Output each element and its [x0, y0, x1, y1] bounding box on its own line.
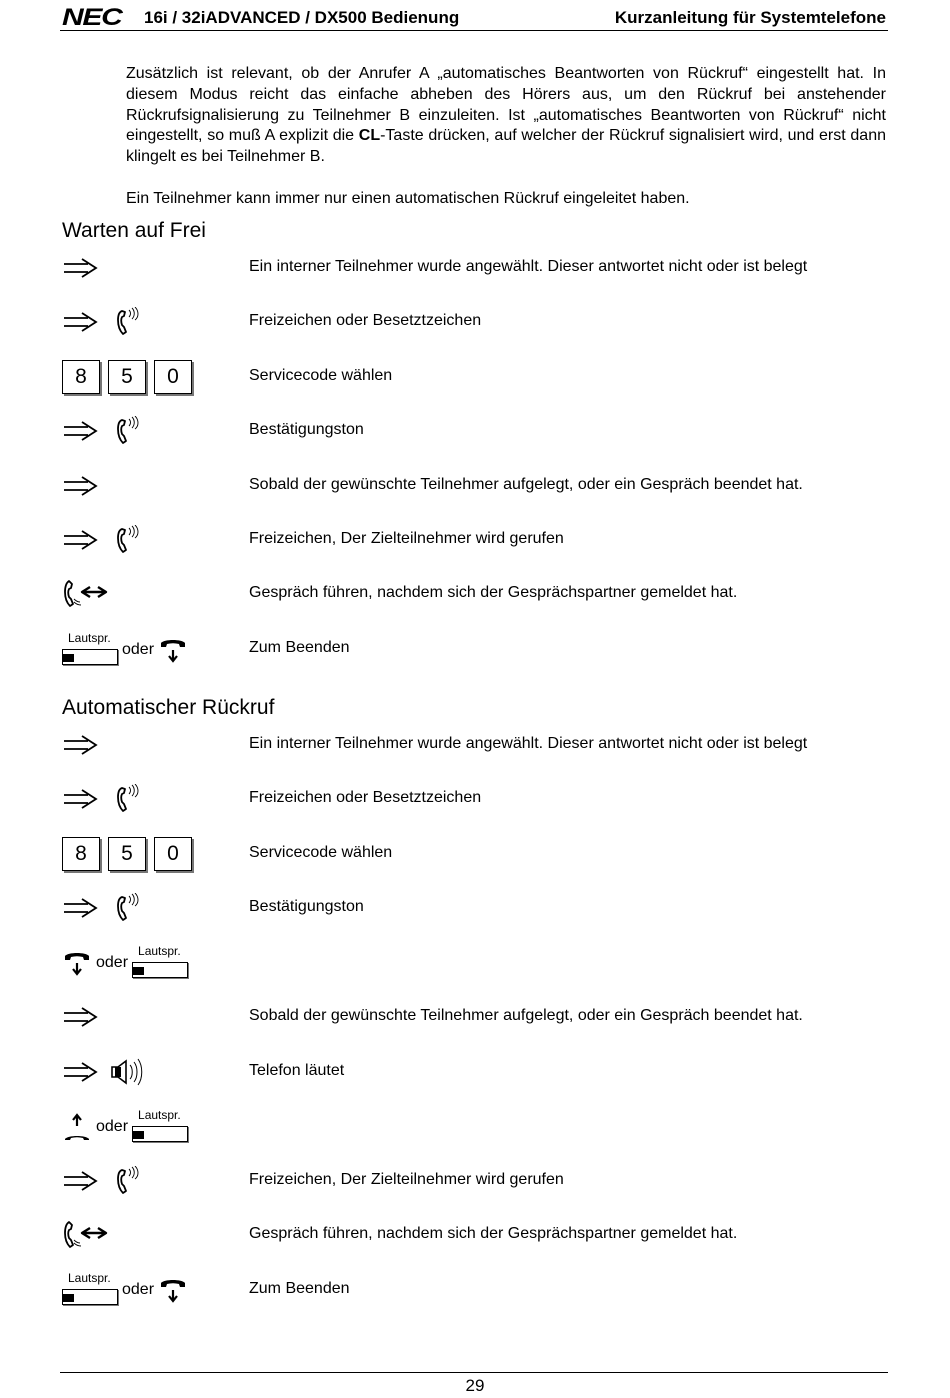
talk-icon [62, 1219, 110, 1251]
speaker-key-label: Lautspr. [138, 944, 181, 958]
key-0[interactable]: 0 [154, 360, 192, 394]
key-8[interactable]: 8 [62, 837, 100, 871]
hang-up-icon [158, 1276, 188, 1304]
led-icon [63, 654, 74, 662]
intro-paragraph-1: Zusätzlich ist relevant, ob der Anrufer A „automatisches Beantworten von Rückruf“ eingestellt hat. In diesem Modus reicht das einfache abheben des Hörers aus, um den Rückruf bei anstehender Rückrufsignalisierung zu Teilnehmer B einzuleiten. Ist „automatisches Beantworten von Rückruf“ nicht eingestellt, so muß A explizit die CL-Taste drücken, auf welcher der Rückruf signalisiert wird, und erst dann klingelt es bei Teilnehmer B. [126, 65, 886, 166]
step-text: Ein interner Teilnehmer wurde angewählt. Dieser antwortet nicht oder ist belegt [249, 735, 808, 752]
oder-label: oder [96, 954, 129, 971]
arrow-icon [62, 312, 98, 332]
step-text: Servicecode wählen [249, 844, 393, 861]
step-text: Sobald der gewünschte Teilnehmer aufgelegt, oder ein Gespräch beendet hat. [249, 476, 803, 493]
step-icon [62, 1050, 144, 1094]
step-text: Zum Beenden [249, 1280, 350, 1297]
phone-tone-icon [116, 525, 140, 555]
step-text: Freizeichen, Der Zielteilnehmer wird gerufen [249, 530, 564, 547]
step-icon [62, 995, 98, 1039]
step-text: Gespräch führen, nachdem sich der Gesprächspartner gemeldet hat. [249, 1225, 738, 1242]
step-text: Zum Beenden [249, 639, 350, 656]
step-icon [62, 886, 140, 930]
arrow-icon [62, 421, 98, 441]
step-text: Freizeichen oder Besetztzeichen [249, 312, 482, 329]
key-0[interactable]: 0 [154, 837, 192, 871]
speaker-key[interactable] [132, 1110, 188, 1144]
phone-tone-icon [116, 893, 140, 923]
arrow-icon [62, 530, 98, 550]
document-section-title: Kurzanleitung für Systemtelefone [614, 8, 886, 27]
speaker-ring-icon [110, 1057, 144, 1087]
hang-up-icon [158, 636, 188, 664]
arrow-icon [62, 1062, 98, 1082]
lift-handset-icon [62, 1113, 92, 1141]
arrow-icon [62, 1171, 98, 1191]
arrow-icon [62, 789, 98, 809]
speaker-key-label: Lautspr. [68, 1271, 111, 1285]
speaker-key[interactable] [62, 1273, 118, 1307]
speaker-key-label: Lautspr. [138, 1108, 181, 1122]
speaker-key[interactable] [62, 633, 118, 667]
phone-tone-icon [116, 784, 140, 814]
step-text: Servicecode wählen [249, 367, 393, 384]
step-icon [62, 1213, 110, 1257]
arrow-icon [62, 258, 98, 278]
step-icon [62, 777, 140, 821]
talk-icon [62, 578, 110, 610]
step-icon [62, 464, 98, 508]
step-text: Bestätigungston [249, 898, 364, 915]
step-text: Freizeichen oder Besetztzeichen [249, 789, 482, 806]
intro-text [126, 64, 886, 210]
step-text: Sobald der gewünschte Teilnehmer aufgelegt, oder ein Gespräch beendet hat. [249, 1007, 803, 1024]
step-icon [62, 572, 110, 616]
key-5[interactable]: 5 [108, 360, 146, 394]
step-icon [62, 832, 192, 876]
step-text: Freizeichen, Der Zielteilnehmer wird gerufen [249, 1171, 564, 1188]
step-icon [62, 246, 98, 290]
hang-up-icon [62, 949, 92, 977]
step-text: Ein interner Teilnehmer wurde angewählt. Dieser antwortet nicht oder ist belegt [249, 258, 808, 275]
oder-label: oder [96, 1118, 129, 1135]
key-8[interactable]: 8 [62, 360, 100, 394]
step-icon [62, 941, 188, 985]
step-icon [62, 518, 140, 562]
step-icon [62, 1159, 140, 1203]
step-text: Bestätigungston [249, 421, 364, 438]
speaker-key[interactable] [132, 946, 188, 980]
section-heading-warten-auf-frei: Warten auf Frei [62, 219, 206, 242]
cl-key-label: CL [358, 127, 381, 145]
footer-divider [60, 1372, 888, 1373]
arrow-icon [62, 898, 98, 918]
led-icon [63, 1294, 74, 1302]
led-icon [133, 967, 144, 975]
arrow-icon [62, 476, 98, 496]
step-icon [62, 1268, 188, 1312]
phone-tone-icon [116, 1166, 140, 1196]
service-code-keys [62, 837, 192, 871]
document-title: 16i / 32iADVANCED / DX500 Bedienung [144, 8, 460, 27]
step-icon [62, 628, 188, 672]
arrow-icon [62, 735, 98, 755]
step-text: Gespräch führen, nachdem sich der Gesprächspartner gemeldet hat. [249, 584, 738, 601]
step-text: Telefon läutet [249, 1062, 345, 1079]
oder-label: oder [122, 1281, 155, 1298]
service-code-keys [62, 360, 192, 394]
key-5[interactable]: 5 [108, 837, 146, 871]
step-icon [62, 355, 192, 399]
step-icon [62, 300, 140, 344]
phone-tone-icon [116, 416, 140, 446]
step-icon [62, 1105, 188, 1149]
step-icon [62, 409, 140, 453]
intro-paragraph-2: Ein Teilnehmer kann immer nur einen automatischen Rückruf eingeleitet haben. [126, 189, 690, 207]
led-icon [133, 1131, 144, 1139]
section-heading-automatischer-rueckruf: Automatischer Rückruf [62, 696, 275, 719]
nec-logo: NEC [62, 4, 122, 31]
header-divider [60, 30, 888, 31]
oder-label: oder [122, 641, 155, 658]
arrow-icon [62, 1007, 98, 1027]
step-icon [62, 723, 98, 767]
phone-tone-icon [116, 307, 140, 337]
page-number: 29 [465, 1376, 485, 1395]
speaker-key-label: Lautspr. [68, 631, 111, 645]
